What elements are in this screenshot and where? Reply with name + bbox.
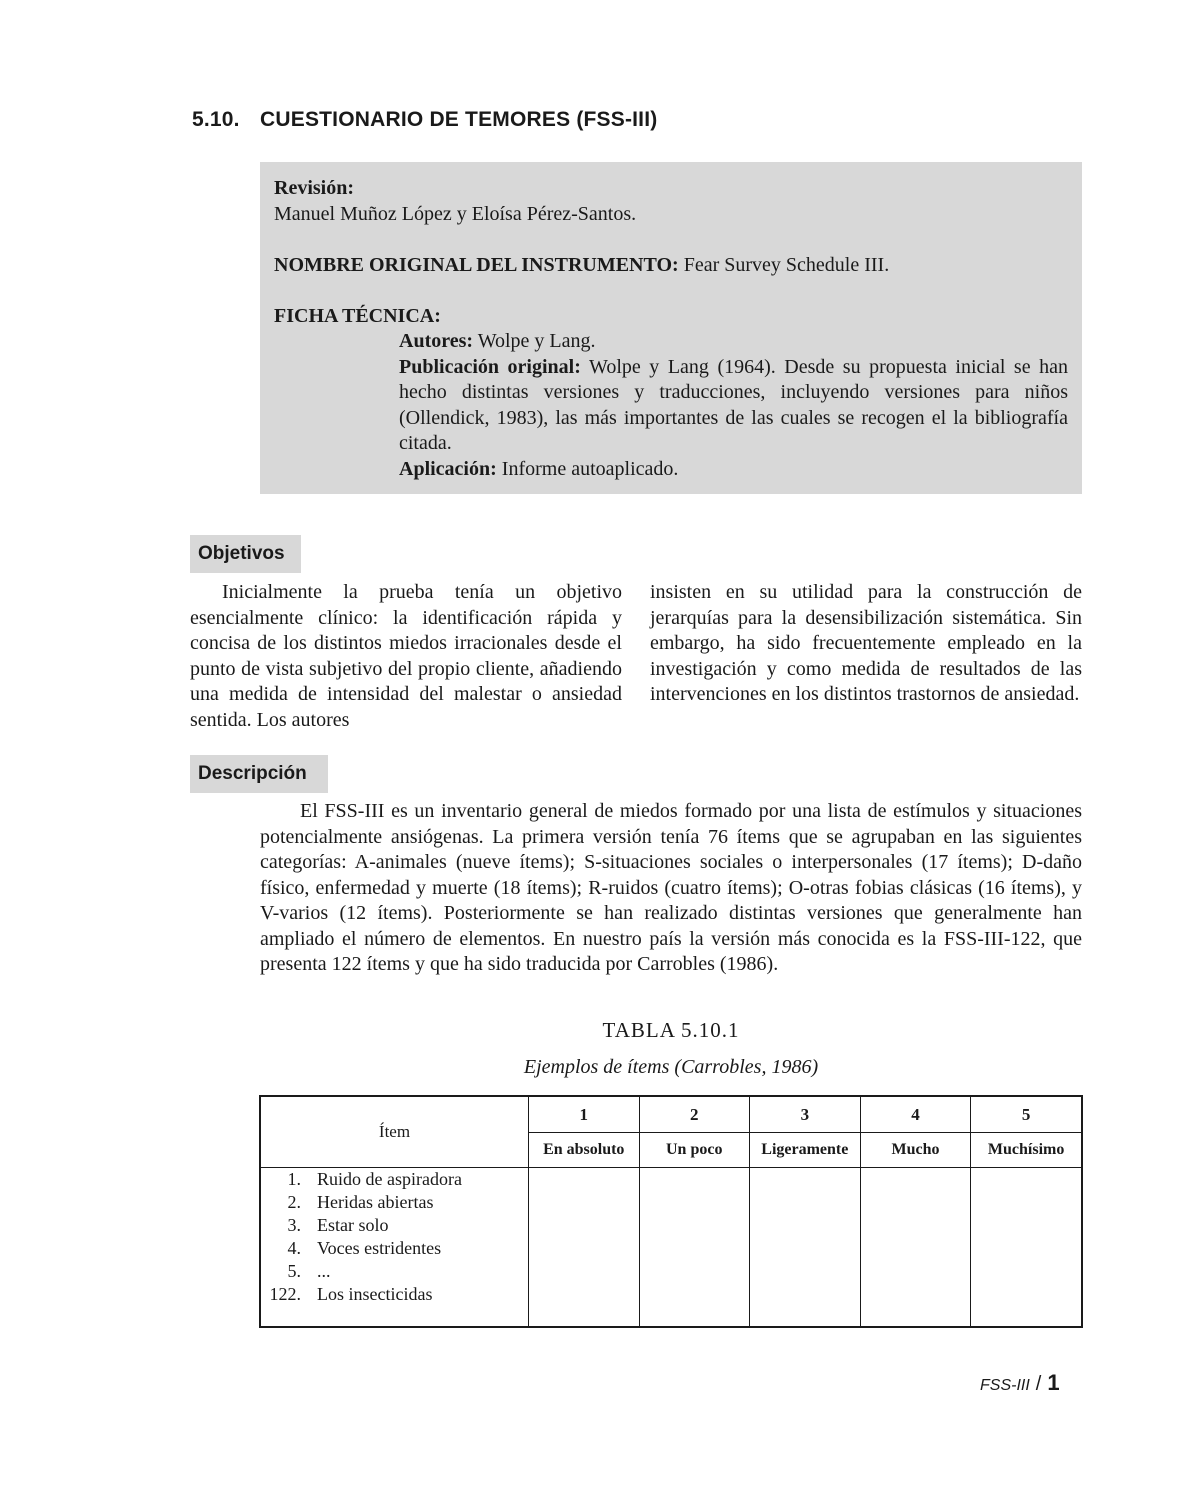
aplicacion-line — [399, 457, 1068, 483]
original-name-line — [274, 253, 1068, 279]
response-cell — [528, 1168, 639, 1328]
item-header: Ítem — [260, 1096, 528, 1168]
scale-num: 3 — [749, 1096, 860, 1133]
scale-num: 2 — [639, 1096, 749, 1133]
technical-info-box — [260, 162, 1082, 494]
footer-label: FSS-III — [980, 1377, 1030, 1394]
scale-num: 5 — [971, 1096, 1082, 1133]
scale-label: Muchísimo — [971, 1133, 1082, 1168]
scale-num: 1 — [528, 1096, 639, 1133]
response-cell — [749, 1168, 860, 1328]
scale-label: Ligeramente — [749, 1133, 860, 1168]
table-title: TABLA 5.10.1 — [602, 1018, 740, 1042]
autores-value: Wolpe y Lang. — [477, 330, 596, 352]
footer-separator: / — [1035, 1373, 1042, 1395]
page-number: 1 — [1047, 1370, 1060, 1395]
table-subtitle: Ejemplos de ítems (Carrobles, 1986) — [523, 1056, 819, 1078]
descripcion-body — [260, 799, 1082, 978]
response-cell — [860, 1168, 971, 1328]
aplicacion-value: Informe autoaplicado. — [501, 457, 679, 480]
objetivos-left-text: Inicialmente la prueba tenía un objetivo esencialmente clínico: la identificación rápida y concisa de los distintos miedos irracionales desde el punto de vista subjetivo del propio cliente, añadiendo una medida de intensidad del malestar o ansiedad sentida. Los autores — [190, 581, 622, 731]
objetivos-heading: Objetivos — [190, 535, 301, 573]
descripcion-heading: Descripción — [190, 755, 328, 793]
list-item: 2. Heridas abiertas — [287, 1192, 434, 1212]
list-item: 5. ... — [287, 1261, 331, 1281]
section-heading — [192, 108, 657, 132]
list-item: 1. Ruido de aspiradora — [287, 1169, 462, 1189]
list-item: 122. Los insecticidas — [269, 1284, 433, 1304]
original-name-label: NOMBRE ORIGINAL DEL INSTRUMENTO: — [274, 253, 679, 276]
section-title: CUESTIONARIO DE TEMORES (FSS-III) — [260, 108, 658, 131]
revision-label: Revisión: — [274, 177, 354, 199]
list-item: 3. Estar solo — [287, 1215, 389, 1235]
scale-label: Mucho — [860, 1133, 971, 1168]
scale-label: En absoluto — [528, 1133, 639, 1168]
original-name-value: Fear Survey Schedule III. — [683, 253, 890, 276]
objetivos-right-text: insisten en su utilidad para la construcción de jerarquías para la desensibilización sistemática. Sin embargo, ha sido frecuentemente empleado en la investigación y como medida de resultados de las intervenciones en los distintos trastornos de ansiedad. — [650, 581, 1082, 705]
autores-line — [399, 329, 1068, 355]
aplicacion-label: Aplicación: — [399, 457, 497, 480]
revision-authors: Manuel Muñoz López y Eloísa Pérez-Santos. — [274, 202, 637, 225]
autores-label: Autores: — [399, 330, 474, 352]
publicacion-label: Publicación original: — [399, 355, 581, 378]
objetivos-right-column — [650, 580, 1082, 708]
objetivos-left-column — [190, 580, 622, 733]
page-footer — [980, 1370, 1060, 1396]
publicacion-line — [399, 355, 1068, 457]
ficha-label: FICHA TÉCNICA: — [274, 304, 441, 327]
scale-label: Un poco — [639, 1133, 749, 1168]
list-item: 4. Voces estridentes — [287, 1238, 442, 1258]
descripcion-text: El FSS-III es un inventario general de miedos formado por una lista de estímulos y situaciones potencialmente ansiógenas. La primera versión tenía 76 ítems que se agrupaban en las siguientes categorías: A-animales (nueve ítems); S-situaciones sociales o interpersonales (17 ítems); D-daño físico, enfermedad y muerte (18 ítems); R-ruidos (cuatro ítems); O-otras fobias clásicas (16 ítems), y V-varios (12 ítems). Posteriormente se han realizado distintas versiones que generalmente han ampliado el número de elementos. En nuestro país la versión más conocida es la FSS-III-122, que presenta 122 ítems y que ha sido traducida por Carrobles (1986). — [260, 800, 1082, 975]
item-list — [260, 1168, 528, 1328]
publicacion-value: Wolpe y Lang (1964). Desde su propuesta inicial se han hecho distintas versiones y traducciones, incluyendo versiones para niños (Ollendick, 1983), las más importantes de las cuales se recogen el la bibliografía citada. — [399, 355, 1068, 454]
scale-num: 4 — [860, 1096, 971, 1133]
items-table — [259, 1095, 1083, 1328]
section-number: 5.10. — [192, 108, 240, 131]
response-cell — [971, 1168, 1082, 1328]
response-cell — [639, 1168, 749, 1328]
